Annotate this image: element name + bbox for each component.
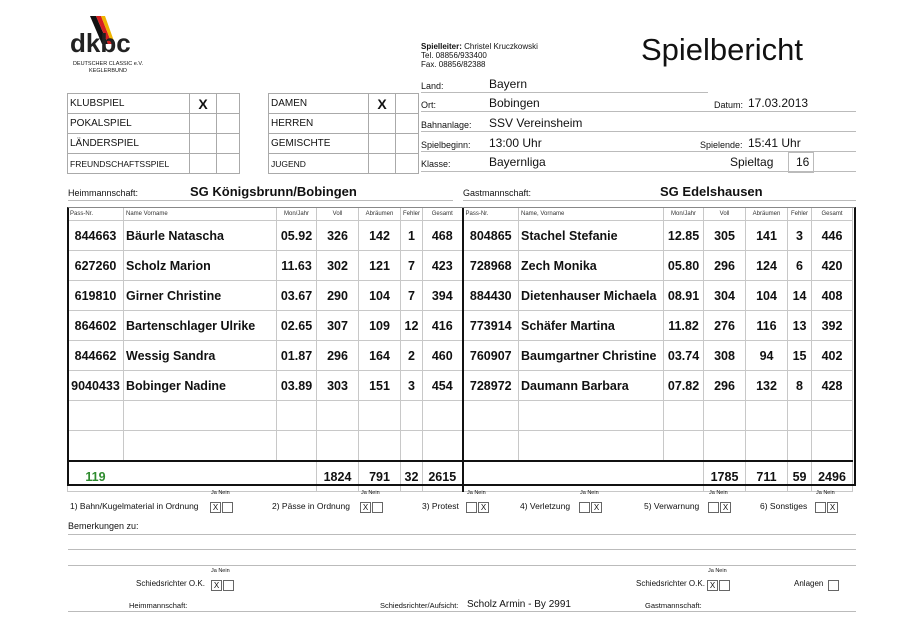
game-type-blank: [217, 114, 240, 134]
anlagen-checkbox[interactable]: [828, 580, 839, 591]
check-label: 3) Protest: [422, 501, 459, 511]
bahnanlage-value: SSV Vereinsheim: [489, 116, 583, 130]
column-header: Abräumen: [359, 208, 401, 221]
table-cell: 296: [704, 251, 746, 281]
table-cell: 468: [423, 221, 463, 251]
table-cell: 07.82: [664, 371, 704, 401]
table-cell: 2: [401, 341, 423, 371]
empty-cell: [746, 431, 788, 462]
total-blank: [463, 461, 519, 492]
category-row: [269, 94, 419, 114]
game-type-label: POKALSPIEL: [68, 114, 190, 134]
empty-cell: [124, 431, 277, 462]
ja-nein-label: Ja Nein: [709, 490, 728, 496]
table-cell: Daumann Barbara: [519, 371, 664, 401]
table-cell: 290: [317, 281, 359, 311]
guest-team-name: SG Edelshausen: [660, 184, 763, 199]
ja-nein-label: Ja Nein: [361, 490, 380, 496]
table-cell: 619810: [68, 281, 124, 311]
total-blank: [519, 461, 704, 492]
game-type-label: KLUBSPIEL: [68, 94, 190, 114]
ort-value: Bobingen: [489, 96, 540, 110]
table-cell: 308: [704, 341, 746, 371]
bahnanlage-label: Bahnanlage:: [421, 120, 472, 130]
empty-cell: [124, 401, 277, 431]
ja-checkbox[interactable]: [708, 502, 719, 513]
table-cell: 728968: [463, 251, 519, 281]
table-cell: 121: [359, 251, 401, 281]
table-cell: 326: [317, 221, 359, 251]
empty-cell: [704, 401, 746, 431]
totals-row: [68, 461, 853, 492]
table-cell: 392: [812, 311, 853, 341]
table-cell: 402: [812, 341, 853, 371]
category-checkbox[interactable]: X: [369, 94, 396, 114]
empty-cell: [788, 401, 812, 431]
svg-text:dkbc: dkbc: [70, 28, 131, 56]
nein-checkbox[interactable]: X: [720, 502, 731, 513]
dkbc-logo-mark: [68, 14, 148, 56]
category-table: [268, 93, 419, 174]
table-cell: 104: [746, 281, 788, 311]
tel: Tel. 08856/933400: [421, 51, 487, 60]
game-type-checkbox[interactable]: [190, 114, 217, 134]
column-header: Gesamt: [423, 208, 463, 221]
column-header: Voll: [704, 208, 746, 221]
klasse-label: Klasse:: [421, 159, 451, 169]
empty-cell: [664, 401, 704, 431]
table-cell: 460: [423, 341, 463, 371]
column-header: Pass-Nr.: [463, 208, 519, 221]
check-boxes: [814, 499, 838, 517]
ja-nein-label: Ja Nein: [816, 490, 835, 496]
column-header: Mon/Jahr: [664, 208, 704, 221]
check-boxes: [465, 499, 489, 517]
table-cell: 844662: [68, 341, 124, 371]
empty-cell: [277, 401, 317, 431]
category-blank: [396, 154, 419, 174]
logo-line2: KEGLERBUND: [89, 68, 127, 74]
game-type-row: [68, 154, 240, 174]
table-cell: 1: [401, 221, 423, 251]
game-type-label: LÄNDERSPIEL: [68, 134, 190, 154]
player-row: [68, 311, 853, 341]
empty-cell: [519, 401, 664, 431]
table-cell: 408: [812, 281, 853, 311]
page-title: Spielbericht: [641, 32, 803, 67]
table-cell: 302: [317, 251, 359, 281]
table-cell: 02.65: [277, 311, 317, 341]
empty-cell: [68, 401, 124, 431]
table-cell: 13: [788, 311, 812, 341]
check-label: 6) Sonstiges: [760, 501, 808, 511]
table-cell: Baumgartner Christine: [519, 341, 664, 371]
category-checkbox[interactable]: [369, 134, 396, 154]
table-cell: Stachel Stefanie: [519, 221, 664, 251]
sr-ok-right-nein-checkbox[interactable]: [719, 580, 730, 591]
category-checkbox[interactable]: [369, 114, 396, 134]
check-label: 2) Pässe in Ordnung: [272, 501, 350, 511]
total-cell: 791: [359, 461, 401, 492]
total-cell: 711: [746, 461, 788, 492]
check-label: 5) Verwarnung: [644, 501, 700, 511]
total-cell: 32: [401, 461, 423, 492]
table-cell: Bäurle Natascha: [124, 221, 277, 251]
game-type-checkbox[interactable]: [190, 134, 217, 154]
table-cell: 11.82: [664, 311, 704, 341]
table-cell: 124: [746, 251, 788, 281]
leiter-label: Spielleiter:: [421, 42, 462, 51]
ja-checkbox[interactable]: X: [360, 502, 371, 513]
bemerkungen-label: Bemerkungen zu:: [68, 521, 139, 531]
spielende-label: Spielende:: [700, 140, 743, 150]
anlagen-label: Anlagen: [794, 579, 824, 588]
game-type-row: [68, 114, 240, 134]
nein-checkbox[interactable]: [372, 502, 383, 513]
table-cell: 3: [401, 371, 423, 401]
ort-label: Ort:: [421, 100, 436, 110]
category-label: JUGEND: [269, 154, 369, 174]
logo-line1: DEUTSCHER CLASSIC e.V.: [72, 61, 144, 67]
table-cell: 15: [788, 341, 812, 371]
empty-cell: [317, 401, 359, 431]
ja-checkbox[interactable]: X: [210, 502, 221, 513]
table-cell: 6: [788, 251, 812, 281]
table-cell: 428: [812, 371, 853, 401]
table-cell: 303: [317, 371, 359, 401]
column-header: Name Vorname: [124, 208, 277, 221]
spielbeginn-value: 13:00 Uhr: [489, 136, 542, 150]
game-type-blank: [217, 94, 240, 114]
ja-nein-label: Ja Nein: [580, 490, 599, 496]
datum-label: Datum:: [714, 100, 744, 110]
spielende-value: 15:41 Uhr: [748, 136, 801, 150]
category-label: HERREN: [269, 114, 369, 134]
check-label: 1) Bahn/Kugelmaterial in Ordnung: [70, 501, 199, 511]
sr-ok-right-label: Schiedsrichter O.K.: [636, 579, 705, 588]
empty-cell: [463, 401, 519, 431]
category-row: [269, 114, 419, 134]
table-cell: 164: [359, 341, 401, 371]
table-cell: 104: [359, 281, 401, 311]
guest-team-label: Gastmannschaft:: [463, 188, 532, 198]
total-cell: 2615: [423, 461, 463, 492]
spieltag-label: Spieltag: [730, 155, 774, 169]
category-blank: [396, 94, 419, 114]
game-type-row: [68, 94, 240, 114]
home-team-label: Heimmannschaft:: [68, 188, 139, 198]
empty-cell: [423, 401, 463, 431]
table-cell: 423: [423, 251, 463, 281]
category-row: [269, 134, 419, 154]
table-cell: 627260: [68, 251, 124, 281]
sr-ok-right-checks: [706, 577, 730, 595]
table-cell: 12: [401, 311, 423, 341]
empty-cell: [317, 431, 359, 462]
game-type-checkbox[interactable]: X: [190, 94, 217, 114]
gast-signature-label: Gastmannschaft:: [645, 601, 702, 610]
table-cell: 01.87: [277, 341, 317, 371]
sr-ok-left-ja-checkbox[interactable]: X: [211, 580, 222, 591]
category-checkbox[interactable]: [369, 154, 396, 174]
table-cell: 08.91: [664, 281, 704, 311]
dkbc-logo: [68, 14, 148, 72]
game-type-checkbox[interactable]: [190, 154, 217, 174]
fax: Fax. 08856/82388: [421, 60, 486, 69]
empty-cell: [664, 431, 704, 462]
check-boxes: [209, 499, 233, 517]
player-row: [68, 341, 853, 371]
check-boxes: [578, 499, 602, 517]
game-type-label: FREUNDSCHAFTSSPIEL: [68, 154, 190, 174]
category-label: DAMEN: [269, 94, 369, 114]
table-cell: 728972: [463, 371, 519, 401]
table-cell: 307: [317, 311, 359, 341]
table-cell: 132: [746, 371, 788, 401]
table-cell: 05.80: [664, 251, 704, 281]
table-cell: 14: [788, 281, 812, 311]
table-cell: 773914: [463, 311, 519, 341]
sr-ok-left-nein-checkbox[interactable]: [223, 580, 234, 591]
table-cell: 864602: [68, 311, 124, 341]
player-row: [68, 371, 853, 401]
contact-block: [421, 42, 538, 69]
total-cell: 2496: [812, 461, 853, 492]
table-cell: 454: [423, 371, 463, 401]
ja-checkbox[interactable]: [466, 502, 477, 513]
table-cell: 760907: [463, 341, 519, 371]
table-cell: 9040433: [68, 371, 124, 401]
land-value: Bayern: [489, 77, 528, 91]
heim-signature-label: Heimmannschaft:: [129, 601, 188, 610]
table-cell: 05.92: [277, 221, 317, 251]
check-boxes: [707, 499, 731, 517]
column-header: Fehler: [401, 208, 423, 221]
table-cell: 8: [788, 371, 812, 401]
game-type-table: [67, 93, 240, 174]
empty-cell: [423, 431, 463, 462]
empty-cell: [519, 431, 664, 462]
table-cell: 142: [359, 221, 401, 251]
spielbeginn-label: Spielbeginn:: [421, 140, 471, 150]
category-label: GEMISCHTE: [269, 134, 369, 154]
table-cell: 884430: [463, 281, 519, 311]
table-cell: Dietenhauser Michaela: [519, 281, 664, 311]
table-cell: 03.67: [277, 281, 317, 311]
table-cell: 7: [401, 251, 423, 281]
table-header-row: [68, 208, 853, 221]
table-cell: 446: [812, 221, 853, 251]
table-cell: 12.85: [664, 221, 704, 251]
sr-ok-left-label: Schiedsrichter O.K.: [136, 579, 205, 588]
sr-ok-left-checks: [210, 577, 234, 595]
total-cell: 119: [68, 461, 124, 492]
land-label: Land:: [421, 81, 444, 91]
table-cell: Girner Christine: [124, 281, 277, 311]
sr-ok-right-ja-checkbox[interactable]: X: [707, 580, 718, 591]
datum-value: 17.03.2013: [748, 96, 809, 110]
nein-checkbox[interactable]: X: [827, 502, 838, 513]
empty-cell: [401, 401, 423, 431]
column-header: Mon/Jahr: [277, 208, 317, 221]
home-team-name: SG Königsbrunn/Bobingen: [190, 184, 357, 199]
table-cell: 296: [317, 341, 359, 371]
table-cell: Wessig Sandra: [124, 341, 277, 371]
nein-checkbox[interactable]: X: [478, 502, 489, 513]
ja-checkbox[interactable]: [579, 502, 590, 513]
sr-name: Scholz Armin - By 2991: [467, 599, 571, 610]
player-row: [68, 251, 853, 281]
table-cell: 109: [359, 311, 401, 341]
player-row: [68, 221, 853, 251]
leiter-name: Christel Kruczkowski: [464, 42, 538, 51]
table-cell: 11.63: [277, 251, 317, 281]
table-cell: 276: [704, 311, 746, 341]
results-table: [67, 207, 853, 492]
ja-nein-label: Ja Nein: [211, 490, 230, 496]
category-row: [269, 154, 419, 174]
column-header: Fehler: [788, 208, 812, 221]
empty-cell: [788, 431, 812, 462]
empty-cell: [463, 431, 519, 462]
ja-nein-label: Ja Nein: [467, 490, 486, 496]
table-cell: Schäfer Martina: [519, 311, 664, 341]
table-cell: 804865: [463, 221, 519, 251]
empty-cell: [746, 401, 788, 431]
total-cell: 1824: [317, 461, 359, 492]
category-blank: [396, 134, 419, 154]
table-cell: 394: [423, 281, 463, 311]
nein-checkbox[interactable]: [222, 502, 233, 513]
total-cell: 1785: [704, 461, 746, 492]
game-type-blank: [217, 154, 240, 174]
ja-checkbox[interactable]: [815, 502, 826, 513]
table-cell: 844663: [68, 221, 124, 251]
empty-cell: [704, 431, 746, 462]
table-cell: 151: [359, 371, 401, 401]
check-label: 4) Verletzung: [520, 501, 571, 511]
empty-cell: [812, 431, 853, 462]
table-cell: 7: [401, 281, 423, 311]
table-cell: 03.89: [277, 371, 317, 401]
check-boxes: [359, 499, 383, 517]
table-cell: Bobinger Nadine: [124, 371, 277, 401]
column-header: Pass-Nr.: [68, 208, 124, 221]
empty-row: [68, 431, 853, 462]
table-cell: 305: [704, 221, 746, 251]
anlagen-checkbox-wrap: [827, 577, 839, 595]
empty-cell: [812, 401, 853, 431]
sr-signature-label: Schiedsrichter/Aufsicht:: [380, 601, 459, 610]
nein-checkbox[interactable]: X: [591, 502, 602, 513]
klasse-value: Bayernliga: [489, 155, 546, 169]
table-cell: 416: [423, 311, 463, 341]
table-cell: 420: [812, 251, 853, 281]
table-cell: 304: [704, 281, 746, 311]
column-header: Abräumen: [746, 208, 788, 221]
empty-row: [68, 401, 853, 431]
column-header: Name, Vorname: [519, 208, 664, 221]
table-cell: 3: [788, 221, 812, 251]
column-header: Voll: [317, 208, 359, 221]
game-type-row: [68, 134, 240, 154]
empty-cell: [401, 431, 423, 462]
empty-cell: [277, 431, 317, 462]
table-cell: Zech Monika: [519, 251, 664, 281]
table-cell: Bartenschlager Ulrike: [124, 311, 277, 341]
total-blank: [124, 461, 317, 492]
total-cell: 59: [788, 461, 812, 492]
table-cell: 141: [746, 221, 788, 251]
column-header: Gesamt: [812, 208, 853, 221]
player-row: [68, 281, 853, 311]
ja-nein-footer-right: Ja Nein: [708, 568, 727, 574]
empty-cell: [359, 431, 401, 462]
table-cell: Scholz Marion: [124, 251, 277, 281]
category-blank: [396, 114, 419, 134]
table-cell: 94: [746, 341, 788, 371]
empty-cell: [359, 401, 401, 431]
ja-nein-footer-left: Ja Nein: [211, 568, 230, 574]
empty-cell: [68, 431, 124, 462]
table-cell: 03.74: [664, 341, 704, 371]
table-cell: 116: [746, 311, 788, 341]
game-type-blank: [217, 134, 240, 154]
table-cell: 296: [704, 371, 746, 401]
spieltag-value: 16: [796, 155, 810, 169]
